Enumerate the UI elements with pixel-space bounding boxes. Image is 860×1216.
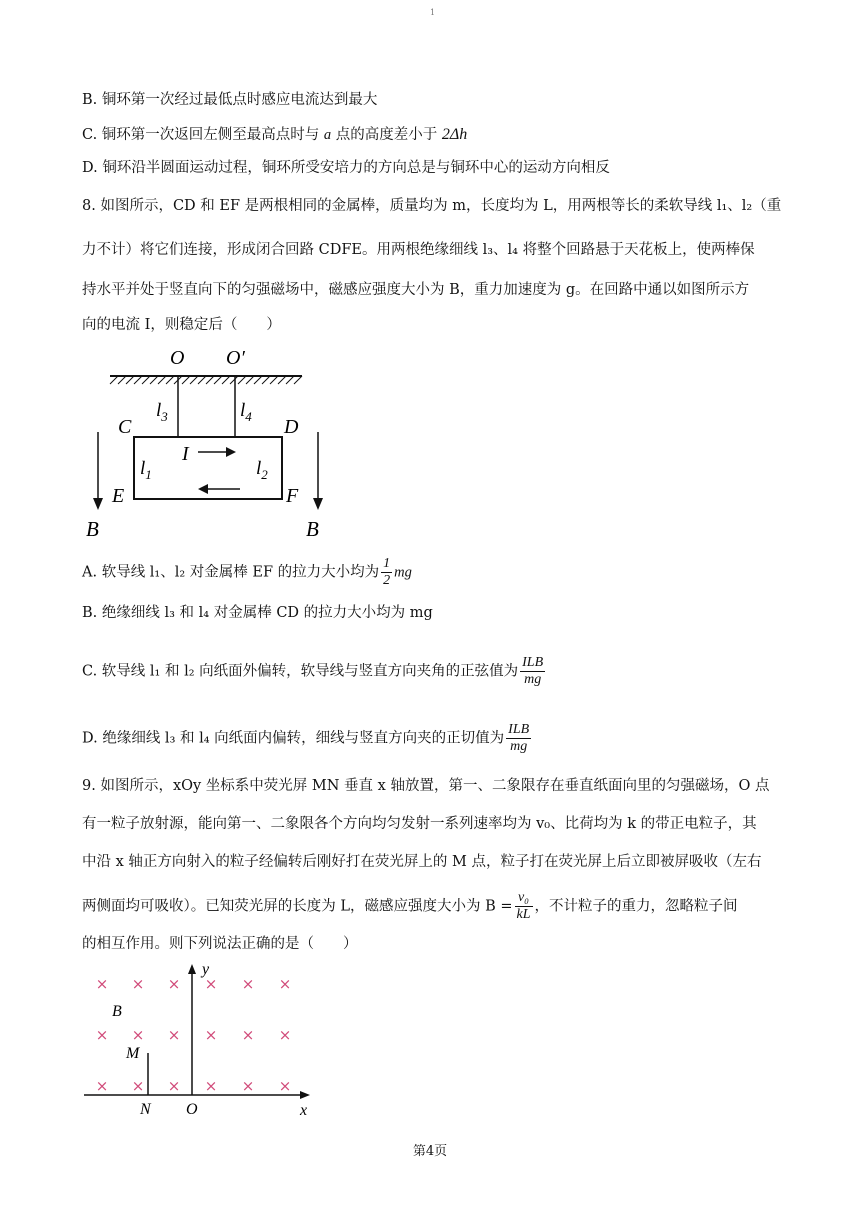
q7-option-d: D. 铜环沿半圆面运动过程，铜环所受安培力的方向总是与铜环中心的运动方向相反: [82, 160, 610, 176]
q8-stem-line-2: 力不计）将它们连接，形成闭合回路 CDFE。用两根绝缘细线 l₃、l₄ 将整个回路悬于天花板上，使两棒保: [82, 242, 755, 258]
label-y: y: [202, 961, 210, 978]
x-axis-arrow-icon: [300, 1091, 310, 1099]
label-l2: $l_2$: [256, 458, 268, 482]
cross-icon: ×: [241, 975, 255, 993]
cross-icon: ×: [204, 1077, 218, 1095]
cross-icon: ×: [131, 1026, 145, 1044]
label-E: E: [112, 485, 125, 507]
label-B-left: B: [86, 517, 99, 541]
q9-stem-line-3: 中沿 x 轴正方向射入的粒子经偏转后刚好打在荧光屏上的 M 点，粒子打在荧光屏上后立即被屏吸收（左右: [82, 854, 762, 870]
label-B: B: [112, 1003, 122, 1020]
q8-option-a: [82, 556, 412, 589]
ceiling-hatch: [110, 376, 302, 384]
q8-stem-line-4: 向的电流 I，则稳定后（ ）: [82, 317, 281, 333]
q9-stem-line-4-text: 两侧面均可吸收）。已知荧光屏的长度为 L，磁感应强度大小为 B =: [82, 898, 513, 915]
label-D: D: [284, 416, 299, 438]
q8-option-c: [82, 655, 547, 688]
label-x: x: [300, 1102, 308, 1118]
label-F: F: [286, 485, 299, 507]
q7-option-c-point: a: [323, 127, 332, 143]
q7-option-c-text2: 点的高度差小于: [331, 127, 442, 143]
cross-icon: ×: [95, 1077, 109, 1095]
q9-stem-line-2: 有一粒子放射源，能向第一、二象限各个方向均匀发射一系列速率均为 v₀、比荷均为 k 的带正电粒子，其: [82, 816, 757, 832]
label-l4: $l_4$: [240, 400, 252, 424]
q7-option-c-text: C. 铜环第一次返回左侧至最高点时与: [82, 127, 324, 143]
cross-icon: ×: [241, 1077, 255, 1095]
fraction-ilb-mg-c: $\frac{\text{ILB}}{mg}$: [522, 655, 544, 687]
q7-option-c: [82, 125, 467, 145]
label-O: O: [170, 347, 185, 369]
fraction-v0-kL: $\frac{\text{v₀}}{kL}$: [516, 890, 531, 922]
label-O-prime: O′: [226, 347, 245, 369]
q7-option-c-math: 2Δh: [441, 126, 468, 143]
cross-icon: ×: [204, 1026, 218, 1044]
q8-option-c-text: C. 软导线 l₁ 和 l₂ 向纸面外偏转，软导线与竖直方向夹角的正弦值为: [82, 663, 519, 680]
cross-icon: ×: [204, 975, 218, 993]
cross-icon: ×: [131, 975, 145, 993]
cross-icon: ×: [278, 1026, 292, 1044]
current-arrow-left: [198, 484, 240, 494]
q8-option-a-text: A. 软导线 l₁、l₂ 对金属棒 EF 的拉力大小均为: [82, 564, 380, 581]
field-arrow-left: [93, 432, 103, 510]
label-O: O: [186, 1101, 198, 1118]
label-I: I: [182, 443, 189, 465]
cross-icon: ×: [167, 1077, 181, 1095]
cross-icon: ×: [167, 1026, 181, 1044]
label-C: C: [118, 416, 132, 438]
label-N: N: [140, 1101, 151, 1118]
label-l1: $l_1$: [140, 458, 152, 482]
q8-option-d: [82, 722, 533, 755]
q8-figure: [80, 340, 340, 550]
y-axis-arrow-icon: [188, 964, 196, 974]
cross-icon: ×: [167, 975, 181, 993]
q9-stem-line-5: 的相互作用。则下列说法正确的是（ ）: [82, 936, 358, 952]
cross-icon: ×: [278, 975, 292, 993]
current-arrow-right: [198, 447, 236, 457]
label-B-right: B: [306, 517, 319, 541]
cross-icon: ×: [131, 1077, 145, 1095]
page-marker: 1: [430, 8, 436, 17]
fraction-ilb-mg-d: $\frac{\text{ILB}}{mg}$: [508, 722, 530, 754]
q9-stem-line-1: 9. 如图所示，xOy 坐标系中荧光屏 MN 垂直 x 轴放置，第一、二象限存在垂直纸面向里的匀强磁场，O 点: [82, 778, 770, 794]
field-arrow-right: [313, 432, 323, 510]
cross-icon: ×: [241, 1026, 255, 1044]
q8-option-d-text: D. 绝缘细线 l₃ 和 l₄ 向纸面内偏转，细线与竖直方向夹的正切值为: [82, 730, 505, 747]
label-l3: $l_3$: [156, 400, 168, 424]
field-crosses: [96, 975, 292, 1095]
cross-icon: ×: [95, 1026, 109, 1044]
q8-option-b: B. 绝缘细线 l₃ 和 l₄ 对金属棒 CD 的拉力大小均为 mg: [82, 605, 433, 621]
cross-icon: ×: [95, 975, 109, 993]
q9-figure: [80, 958, 330, 1118]
label-M: M: [126, 1045, 140, 1062]
page-footer: 第4页: [412, 1144, 448, 1159]
q9-stem-line-4: [82, 890, 738, 923]
q7-option-b: B. 铜环第一次经过最低点时感应电流达到最大: [82, 92, 378, 108]
q9-stem-line-4-text2: ，不计粒子的重力，忽略粒子间: [534, 898, 738, 915]
cross-icon: ×: [278, 1077, 292, 1095]
q8-stem-line-1: 8. 如图所示，CD 和 EF 是两根相同的金属棒，质量均为 m，长度均为 L，用两根等长的柔软导线 l₁、l₂（重: [82, 198, 782, 214]
q8-option-a-mg: mg: [394, 564, 412, 581]
q8-stem-line-3: 持水平并处于竖直向下的匀强磁场中，磁感应强度大小为 B，重力加速度为 g。在回路中通以如图所示方: [82, 282, 750, 298]
fraction-one-half: $\frac{1}{2}$: [383, 556, 391, 588]
